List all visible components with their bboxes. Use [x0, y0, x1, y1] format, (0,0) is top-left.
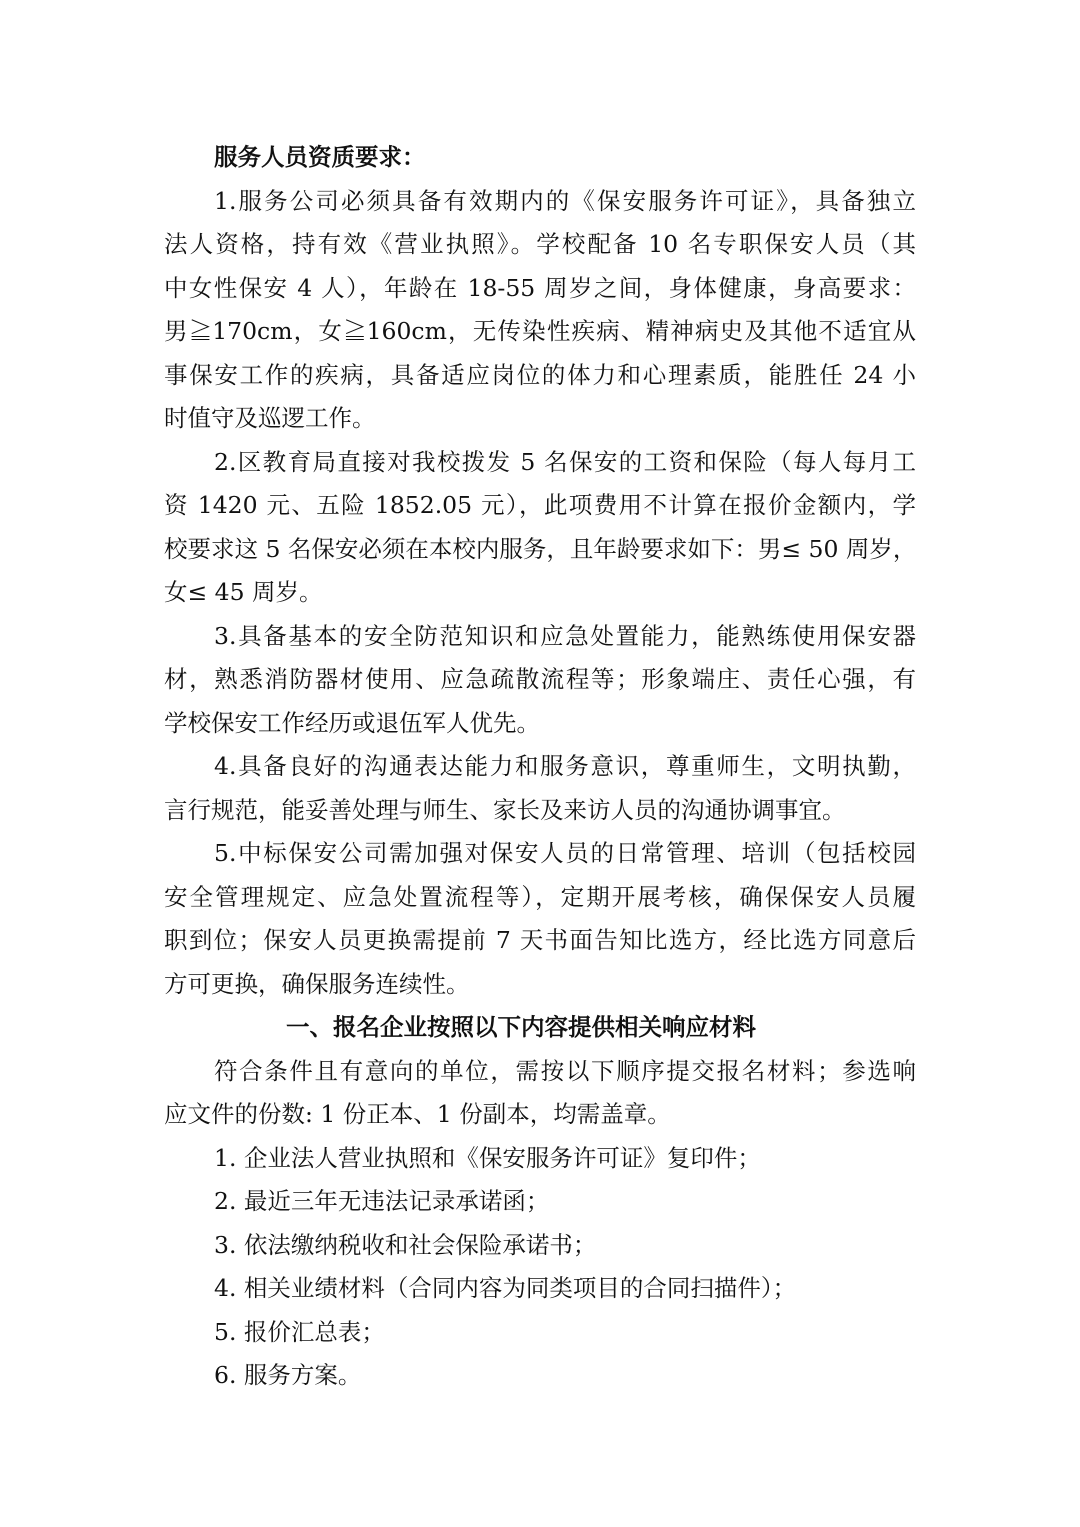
paragraph-line: 职到位；保安人员更换需提前 7 天书面告知比选方，经比选方同意后 — [164, 926, 916, 954]
paragraph-line: 1.服务公司必须具备有效期内的《保安服务许可证》，具备独立 — [214, 186, 916, 215]
paragraph-line: 3.具备基本的安全防范知识和应急处置能力，能熟练使用保安器 — [214, 621, 916, 650]
paragraph-line: 材，熟悉消防器材使用、应急疏散流程等；形象端庄、责任心强，有 — [164, 665, 916, 693]
paragraph-line: 言行规范，能妥善处理与师生、家长及来访人员的沟通协调事宜。 — [164, 795, 846, 824]
material-item: 2. 最近三年无违法记录承诺函； — [214, 1187, 550, 1215]
qualification-heading: 服务人员资质要求： — [214, 143, 426, 171]
section-intro — [164, 1050, 916, 1137]
paragraph-line: 男≧170cm，女≧160cm，无传染性疾病、精神病史及其他不适宜从 — [164, 317, 916, 345]
paragraph-line: 资 1420 元、五险 1852.05 元），此项费用不计算在报价金额内，学 — [164, 491, 916, 519]
material-item: 6. 服务方案。 — [214, 1361, 362, 1389]
section-line: 符合条件且有意向的单位，需按以下顺序提交报名材料；参选响 — [214, 1056, 916, 1085]
paragraph-line: 事保安工作的疾病，具备适应岗位的体力和心理素质，能胜任 24 小 — [164, 360, 916, 389]
qualification-paragraphs — [164, 180, 916, 1007]
paragraph-line: 4.具备良好的沟通表达能力和服务意识，尊重师生，文明执勤， — [214, 752, 916, 780]
paragraph-line: 2.区教育局直接对我校拨发 5 名保安的工资和保险（每人每月工 — [214, 447, 916, 476]
paragraph-line: 女≤ 45 周岁。 — [164, 578, 323, 606]
material-item: 4. 相关业绩材料（合同内容为同类项目的合同扫描件）； — [214, 1274, 797, 1302]
material-item: 3. 依法缴纳税收和社会保险承诺书； — [214, 1230, 597, 1259]
paragraph-line: 学校保安工作经历或退伍军人优先。 — [164, 708, 540, 737]
materials-list — [164, 1137, 916, 1398]
paragraph-line: 校要求这 5 名保安必须在本校内服务，且年龄要求如下：男≤ 50 周岁， — [164, 534, 916, 563]
section-heading: 一、报名企业按照以下内容提供相关响应材料 — [286, 1013, 756, 1041]
section-line: 应文件的份数: 1 份正本、1 份副本，均需盖章。 — [164, 1100, 671, 1128]
material-item: 5. 报价汇总表； — [214, 1317, 385, 1346]
paragraph-line: 安全管理规定、应急处置流程等），定期开展考核，确保保安人员履 — [164, 882, 916, 911]
paragraph-line: 时值守及巡逻工作。 — [164, 404, 376, 432]
material-item: 1. 企业法人营业执照和《保安服务许可证》复印件； — [214, 1143, 761, 1172]
document-body — [164, 136, 916, 1398]
paragraph-line: 方可更换，确保服务连续性。 — [164, 969, 470, 998]
paragraph-line: 法人资格，持有效《营业执照》。学校配备 10 名专职保安人员（其 — [164, 230, 916, 258]
paragraph-line: 中女性保安 4 人），年龄在 18-55 周岁之间，身体健康，身高要求： — [164, 273, 916, 302]
paragraph-line: 5.中标保安公司需加强对保安人员的日常管理、培训（包括校园 — [214, 839, 916, 867]
